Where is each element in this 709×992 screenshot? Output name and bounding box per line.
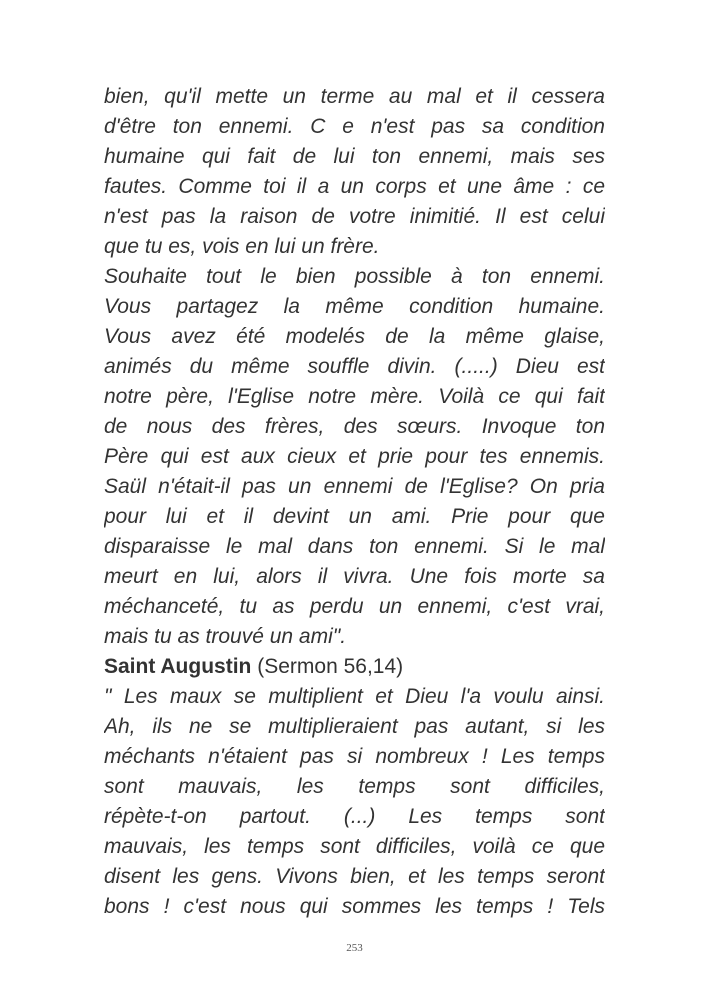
body-text (104, 82, 605, 922)
text-line: animés du même souffle divin. (.....) Dieu est (104, 355, 605, 378)
quote-paragraph (104, 682, 605, 922)
text-line: n'est pas la raison de votre inimitié. Il est celui (104, 205, 605, 228)
author-name: Saint Augustin (104, 655, 252, 678)
source-reference: (Sermon 56,14) (257, 655, 404, 678)
text-line: pour lui et il devint un ami. Prie pour que (104, 505, 605, 528)
text-line: " Les maux se multiplient et Dieu l'a voulu ainsi. (104, 685, 605, 708)
text-line: Ah, ils ne se multiplieraient pas autant, si les (104, 715, 605, 738)
text-line: Père qui est aux cieux et prie pour tes ennemis. (104, 445, 605, 468)
text-line: Saül n'était-il pas un ennemi de l'Eglise? On pria (104, 475, 605, 498)
text-line: sont mauvais, les temps sont difficiles, (104, 775, 605, 798)
text-line: notre père, l'Eglise notre mère. Voilà ce qui fait (104, 385, 605, 408)
text-line: bons ! c'est nous qui sommes les temps ! Tels (104, 895, 605, 918)
paragraph-enemy-faults (104, 82, 605, 262)
page-number: 253 (346, 942, 363, 954)
text-line: humaine qui fait de lui ton ennemi, mais ses (104, 145, 605, 168)
text-line: disparaisse le mal dans ton ennemi. Si le mal (104, 535, 605, 558)
text-line: meurt en lui, alors il vivra. Une fois morte sa (104, 565, 605, 588)
text-line: méchanceté, tu as perdu un ennemi, c'est vrai, (104, 595, 605, 618)
text-line: méchants n'étaient pas si nombreux ! Les temps (104, 745, 605, 768)
text-line: mais tu as trouvé un ami". (104, 625, 347, 648)
text-line: Vous partagez la même condition humaine. (104, 295, 605, 318)
text-line: d'être ton ennemi. C e n'est pas sa condition (104, 115, 605, 138)
paragraph-love-enemy (104, 262, 605, 652)
text-line: de nous des frères, des sœurs. Invoque ton (104, 415, 605, 438)
text-line: répète-t-on partout. (...) Les temps sont (104, 805, 605, 828)
text-line: Souhaite tout le bien possible à ton ennemi. (104, 265, 605, 288)
text-line: disent les gens. Vivons bien, et les temps seront (104, 865, 605, 888)
text-line: mauvais, les temps sont difficiles, voilà ce que (104, 835, 605, 858)
section-heading (104, 652, 605, 682)
text-line: bien, qu'il mette un terme au mal et il cessera (104, 85, 605, 108)
text-line: fautes. Comme toi il a un corps et une âme : ce (104, 175, 605, 198)
text-line: Vous avez été modelés de la même glaise, (104, 325, 605, 348)
text-line: que tu es, vois en lui un frère. (104, 235, 380, 258)
